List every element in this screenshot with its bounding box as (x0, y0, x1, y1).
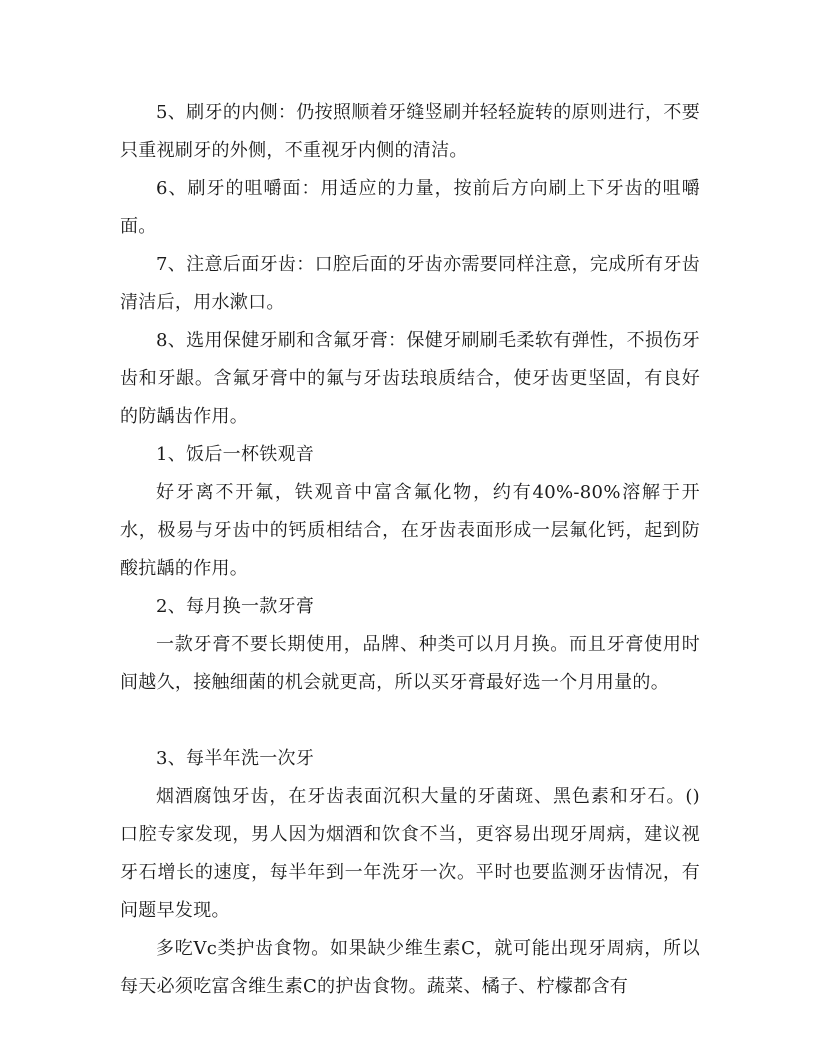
heading-tieguanyin: 1、饭后一杯铁观音 (156, 444, 315, 465)
paragraph-back-teeth: 7、注意后面牙齿：口腔后面的牙齿亦需要同样注意，完成所有牙齿清洁后，用水漱口。 (120, 254, 700, 313)
paragraph-toothpaste-rotation: 一款牙膏不要长期使用，品牌、种类可以月月换。而且牙膏使用时间越久，接触细菌的机会就更高，所以买牙膏最好选一个月用量的。 (120, 634, 700, 693)
paragraph-inner-side-brushing: 5、刷牙的内侧：仍按照顺着牙缝竖刷并轻轻旋转的原则进行，不要只重视刷牙的外侧，不重视牙内侧的清洁。 (120, 102, 700, 161)
paragraph-fluoride-tea: 好牙离不开氟，铁观音中富含氟化物，约有40%-80%溶解于开水，极易与牙齿中的钙质相结合，在牙齿表面形成一层氟化钙，起到防酸抗龋的作用。 (120, 482, 700, 579)
paragraph-tartar-cleaning: 烟酒腐蚀牙齿，在牙齿表面沉积大量的牙菌斑、黑色素和牙石。()口腔专家发现，男人因为烟酒和饮食不当，更容易出现牙周病，建议视牙石增长的速度，每半年到一年洗牙一次。平时也要监测牙齿情况，有问题早发现。 (120, 786, 700, 921)
paragraph-chewing-surface: 6、刷牙的咀嚼面：用适应的力量，按前后方向刷上下牙齿的咀嚼面。 (120, 178, 700, 237)
heading-change-toothpaste: 2、每月换一款牙膏 (156, 596, 315, 617)
paragraph-vitamin-c: 多吃Vc类护齿食物。如果缺少维生素C，就可能出现牙周病，所以每天必须吃富含维生素C的护齿食物。蔬菜、橘子、柠檬都含有 (120, 938, 700, 997)
paragraph-toothbrush-toothpaste: 8、选用保健牙刷和含氟牙膏：保健牙刷刷毛柔软有弹性，不损伤牙齿和牙龈。含氟牙膏中的氟与牙齿珐琅质结合，使牙齿更坚固，有良好的防龋齿作用。 (120, 330, 700, 427)
heading-cleaning-twice-yearly: 3、每半年洗一次牙 (156, 748, 315, 769)
